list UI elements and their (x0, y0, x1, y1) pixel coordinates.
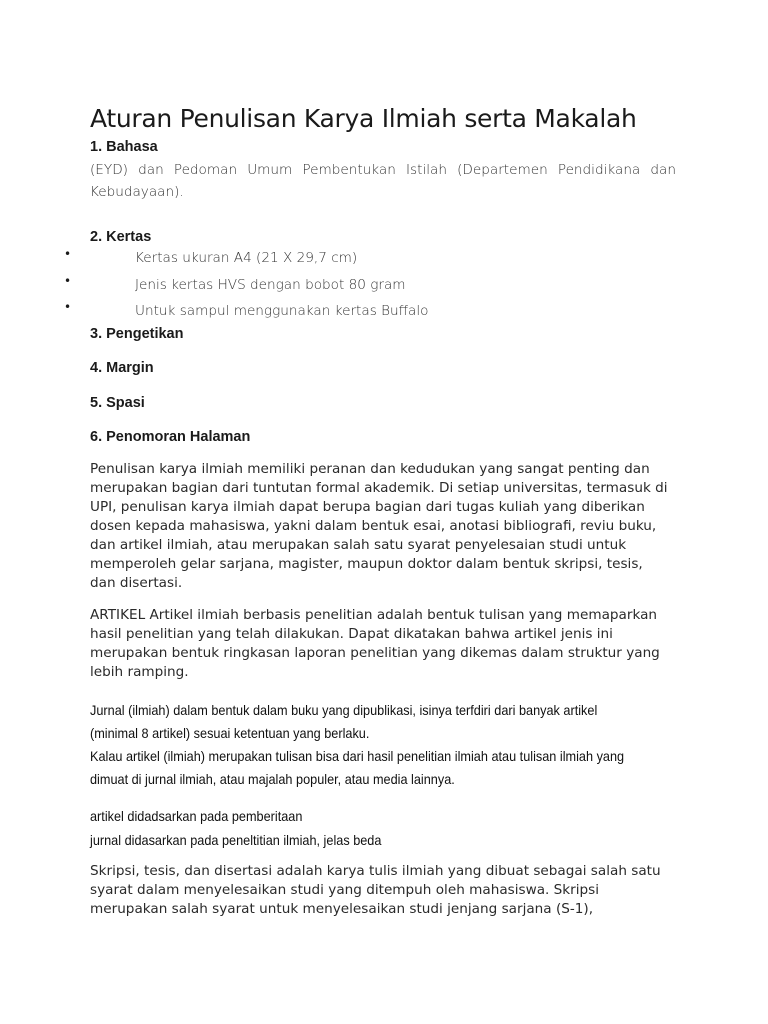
heading-pengetikan: 3. Pengetikan (90, 326, 184, 342)
bahasa-text: (EYD) dan Pedoman Umum Pembentukan Istilah (Departemen Pendidikana dan Kebudayaan). (90, 162, 676, 200)
paragraph-line: merupakan bentuk ringkasan laporan penelitian yang dikemas dalam struktur yang (90, 645, 660, 661)
paragraph-line: lebih ramping. (90, 664, 189, 680)
paragraph-line: dan disertasi. (90, 575, 183, 591)
paragraph-line: dosen kepada mahasiswa, yakni dalam bentuk esai, anotasi bibliografi, reviu buku, (90, 518, 657, 534)
paragraph-karya-ilmiah (90, 460, 690, 593)
bullet-icon: • (64, 300, 72, 314)
paragraph-line: Skripsi, tesis, dan disertasi adalah karya tulis ilmiah yang dibuat sebagai salah satu (90, 863, 661, 879)
paragraph-line: hasil penelitian yang telah dilakukan. Dapat dikatakan bahwa artikel jenis ini (90, 626, 613, 642)
paragraph-jurnal (90, 699, 624, 791)
list-item-text: Kertas ukuran A4 (21 X 29,7 cm) (135, 250, 358, 266)
list-item-text: Jenis kertas HVS dengan bobot 80 gram (135, 276, 406, 293)
notes-block (90, 805, 381, 853)
paragraph-line: merupakan salah syarat untuk menyelesaikan studi jenjang sarjana (S-1), (90, 901, 594, 917)
paragraph-line: ARTIKEL Artikel ilmiah berbasis penelitian adalah bentuk tulisan yang memaparkan (90, 607, 658, 623)
paragraph-line: Penulisan karya ilmiah memiliki peranan dan kedudukan yang sangat penting dan (90, 461, 650, 477)
paragraph-line: memperoleh gelar sarjana, magister, maupun doktor dalam bentuk skripsi, tesis, (90, 556, 643, 572)
heading-spasi: 5. Spasi (90, 395, 145, 411)
document-title: Aturan Penulisan Karya Ilmiah serta Makalah (90, 104, 637, 133)
heading-penomoran-halaman: 6. Penomoran Halaman (90, 429, 251, 445)
note-line: jurnal didasarkan pada peneltitian ilmiah, jelas beda (90, 833, 382, 848)
list-item-text: Untuk sampul menggunakan kertas Buffalo (135, 303, 429, 319)
paragraph-skripsi (90, 862, 690, 919)
paragraph-line: dimuat di jurnal ilmiah, atau majalah populer, atau media lainnya. (90, 772, 455, 787)
paragraph-artikel (90, 606, 690, 682)
heading-kertas: 2. Kertas (90, 229, 152, 245)
heading-bahasa: 1. Bahasa (90, 139, 158, 155)
paragraph-line: UPI, penulisan karya ilmiah dapat berupa bagian dari tugas kuliah yang diberikan (90, 499, 645, 515)
note-line: artikel didadsarkan pada pemberitaan (90, 809, 303, 824)
paragraph-line: merupakan bagian dari tuntutan formal akademik. Di setiap universitas, termasuk di (90, 480, 668, 496)
paragraph-line: dan artikel ilmiah, atau merupakan salah satu syarat penyelesaian studi untuk (90, 537, 627, 553)
paragraph-line: (minimal 8 artikel) sesuai ketentuan yang berlaku. (90, 726, 370, 741)
heading-margin: 4. Margin (90, 360, 154, 376)
bullet-icon: • (64, 273, 72, 288)
paragraph-line: Kalau artikel (ilmiah) merupakan tulisan bisa dari hasil penelitian ilmiah atau tulisan ilmiah yang (90, 749, 625, 764)
paragraph-line: syarat dalam menyelesaikan studi yang ditempuh oleh mahasiswa. Skripsi (90, 882, 600, 898)
bullet-icon: • (64, 247, 72, 261)
paragraph-line: Jurnal (ilmiah) dalam bentuk dalam buku yang dipublikasi, isinya terfdiri dari banyak artikel (90, 703, 598, 718)
